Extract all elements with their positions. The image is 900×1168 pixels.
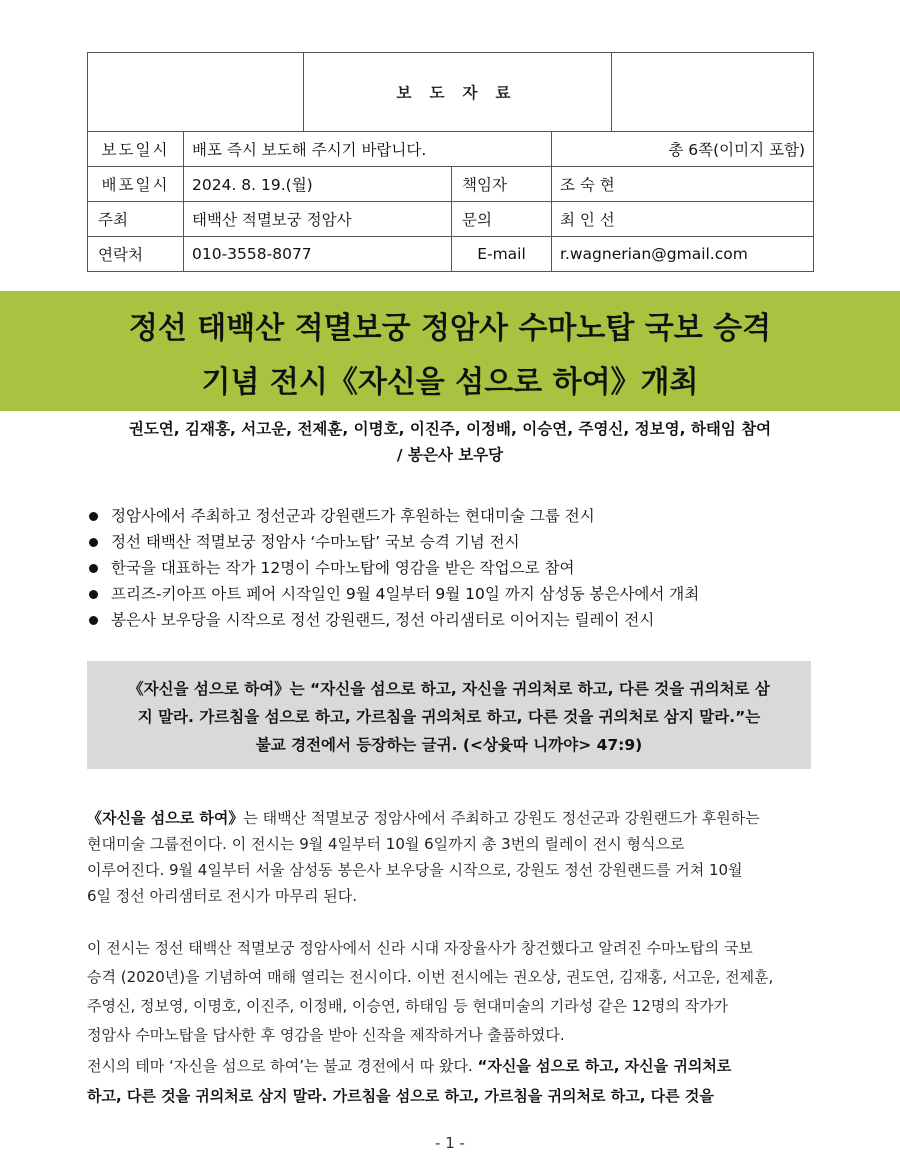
- contact-value: 010-3558-8077: [184, 237, 452, 272]
- bullet-item: 한국을 대표하는 작가 12명이 수마노탑에 영감을 받은 작업으로 참여: [88, 555, 699, 581]
- distribution-date-value: 2024. 8. 19.(월): [184, 167, 452, 202]
- email-label: E-mail: [452, 237, 552, 272]
- body-paragraph-1-line-2: 현대미술 그룹전이다. 이 전시는 9월 4일부터 10월 6일까지 총 3번의 릴레이 전시 형식으로: [87, 835, 685, 853]
- quote-box: [87, 661, 811, 769]
- quote-line-1: 《자신을 섬으로 하여》는 “자신을 섬으로 하고, 자신을 귀의처로 하고, 다른 것을 귀의처로 삼: [128, 680, 770, 698]
- bullet-item: 봉은사 보우당을 시작으로 정선 강원랜드, 정선 아리샘터로 이어지는 릴레이 전시: [88, 607, 699, 633]
- headline-line-2: 기념 전시《자신을 섬으로 하여》개최: [201, 365, 699, 400]
- artists-line-1: 권도연, 김재홍, 서고운, 전제훈, 이명호, 이진주, 이정배, 이승연, 주영신, 정보영, 하태임 참여: [128, 420, 772, 438]
- host-label: 주최: [88, 202, 184, 237]
- body-paragraph-2-line-2: 승격 (2020년)을 기념하여 매해 열리는 전시이다. 이번 전시에는 권오상, 권도연, 김재홍, 서고운, 전제훈,: [87, 968, 774, 986]
- exhibition-title: 《자신을 섬으로 하여》: [87, 809, 244, 827]
- body-paragraph-2-line-4: 정암사 수마노탑을 답사한 후 영감을 받아 신작을 제작하거나 출품하였다.: [87, 1026, 565, 1044]
- quote-line-2: 지 말라. 가르침을 섬으로 하고, 가르침을 귀의처로 하고, 다른 것을 귀의처로 삼지 말라.”는: [137, 708, 761, 726]
- body-paragraph-2-line-1: 이 전시는 정선 태백산 적멸보궁 정암사에서 신라 시대 자장율사가 창건했다고 알려진 수마노탑의 국보: [87, 939, 753, 957]
- inquiry-value: 최 인 선: [552, 202, 814, 237]
- body-paragraph-3-line-2: 하고, 다른 것을 귀의처로 삼지 말라. 가르침을 섬으로 하고, 가르침을 귀의처로 하고, 다른 것을: [87, 1087, 714, 1105]
- document-title: 보도자료: [304, 53, 612, 132]
- manager-label: 책임자: [452, 167, 552, 202]
- bullet-item: 정선 태백산 적멸보궁 정암사 ‘수마노탑’ 국보 승격 기념 전시: [88, 529, 699, 555]
- page-number: - 1 -: [435, 1134, 465, 1152]
- bullet-item: 프리즈-키아프 아트 페어 시작일인 9월 4일부터 9월 10일 까지 삼성동 봉은사에서 개최: [88, 581, 699, 607]
- body-paragraph-1-line-4: 6일 정선 아리샘터로 전시가 마무리 된다.: [87, 887, 357, 905]
- summary-bullet-list: [88, 503, 699, 633]
- quote-line-3: 불교 경전에서 등장하는 글귀. (<상윳따 니까야> 47:9): [255, 736, 643, 754]
- artists-line-2: / 봉은사 보우당: [396, 446, 504, 464]
- manager-value: 조 숙 현: [552, 167, 814, 202]
- bullet-item: 정암사에서 주최하고 정선군과 강원랜드가 후원하는 현대미술 그룹 전시: [88, 503, 699, 529]
- headline-line-1: 정선 태백산 적멸보궁 정암사 수마노탑 국보 승격: [128, 311, 772, 346]
- contact-label: 연락처: [88, 237, 184, 272]
- body-paragraph-3-line-1: 전시의 테마 ‘자신을 섬으로 하여’는 불교 경전에서 따 왔다. “자신을 섬으로 하고, 자신을 귀의처로: [87, 1057, 732, 1075]
- inquiry-label: 문의: [452, 202, 552, 237]
- release-date-value: 배포 즉시 보도해 주시기 바랍니다.: [184, 132, 552, 167]
- body-paragraph-1-line-3: 이루어진다. 9월 4일부터 서울 삼성동 봉은사 보우당을 시작으로, 강원도 정선 강원랜드를 거쳐 10월: [87, 861, 743, 879]
- host-value: 태백산 적멸보궁 정암사: [184, 202, 452, 237]
- body-paragraph-1-line-1: 《자신을 섬으로 하여》는 태백산 적멸보궁 정암사에서 주최하고 강원도 정선군과 강원랜드가 후원하는: [87, 809, 760, 827]
- email-value[interactable]: r.wagnerian@gmail.com: [552, 237, 814, 272]
- distribution-date-label: 배포일시: [88, 167, 184, 202]
- press-header-table: [87, 52, 814, 272]
- body-paragraph-2-line-3: 주영신, 정보영, 이명호, 이진주, 이정배, 이승연, 하태임 등 현대미술의 기라성 같은 12명의 작가가: [87, 997, 729, 1015]
- headline-banner: [0, 291, 900, 411]
- release-date-label: 보도일시: [88, 132, 184, 167]
- page-count: 총 6쪽(이미지 포함): [552, 132, 814, 167]
